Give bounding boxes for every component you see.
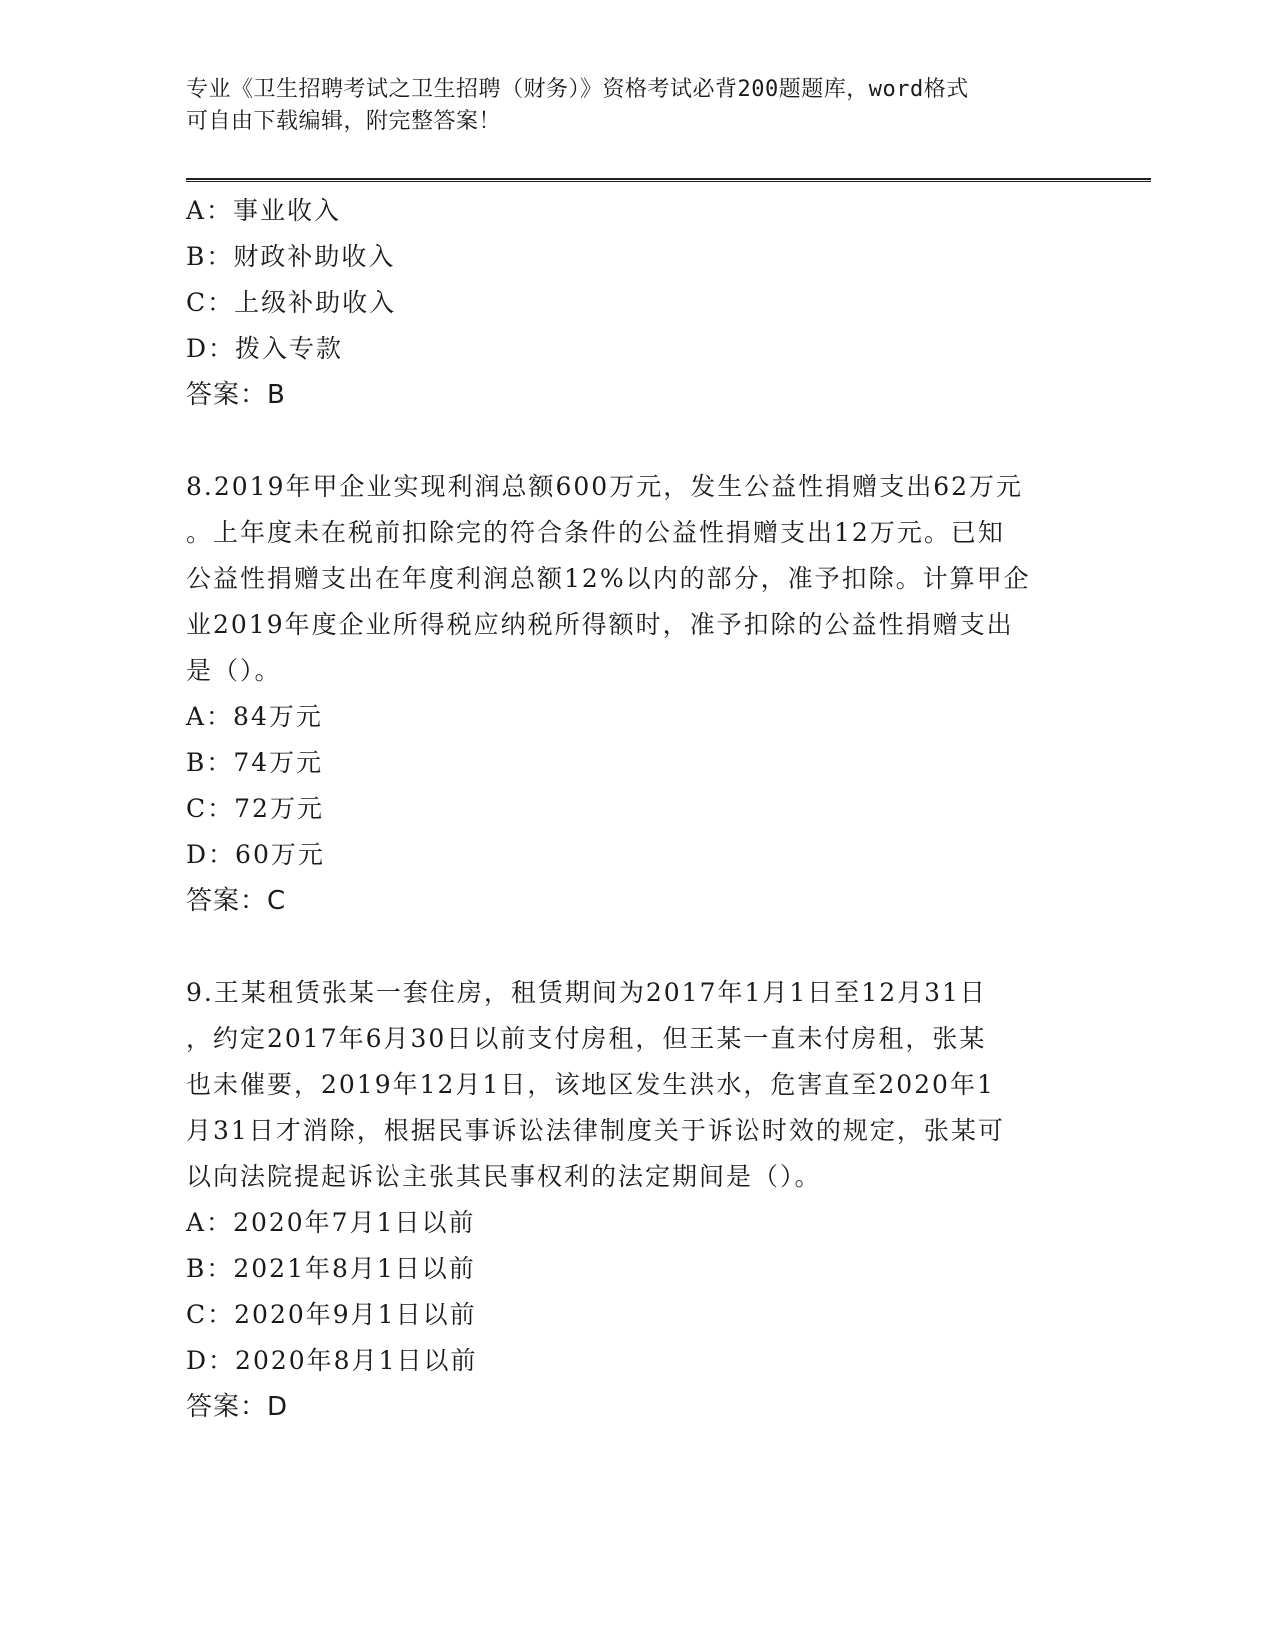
document-header	[186, 74, 1066, 138]
option-c: C：上级补助收入	[186, 288, 397, 317]
answer-line: 答案：D	[186, 1392, 289, 1422]
option-b: B：财政补助收入	[186, 242, 396, 271]
question-text-line: 业2019年度企业所得税应纳税所得额时，准予扣除的公益性捐赠支出	[186, 610, 1014, 639]
question-text-line: 8.2019年甲企业实现利润总额600万元，发生公益性捐赠支出62万元	[186, 472, 1024, 501]
header-divider	[186, 178, 1151, 182]
option-b: B：74万元	[186, 748, 324, 777]
question-9	[186, 970, 1086, 1430]
question-text-line: 月31日才消除，根据民事诉讼法律制度关于诉讼时效的规定，张某可	[186, 1116, 1005, 1145]
question-text-line: 以向法院提起诉讼主张其民事权利的法定期间是（）。	[186, 1162, 822, 1191]
option-d: D：拨入专款	[186, 334, 344, 363]
question-text-line: ，约定2017年6月30日以前支付房租，但王某一直未付房租，张某	[186, 1024, 987, 1053]
answer-line: 答案：B	[186, 380, 286, 410]
option-d: D：60万元	[186, 840, 325, 869]
option-a: A：2020年7月1日以前	[186, 1208, 476, 1237]
question-text-line: 也未催要，2019年12月1日，该地区发生洪水，危害直至2020年1	[186, 1070, 995, 1099]
question-text-line: 9.王某租赁张某一套住房，租赁期间为2017年1月1日至12月31日	[186, 978, 987, 1007]
option-c: C：2020年9月1日以前	[186, 1300, 477, 1329]
header-line-2: 可自由下载编辑，附完整答案！	[186, 109, 502, 134]
question-8	[186, 464, 1086, 924]
option-a: A：84万元	[186, 702, 323, 731]
question-text-line: 是（）。	[186, 656, 282, 685]
answer-line: 答案：C	[186, 886, 287, 916]
question-text-line: 。上年度未在税前扣除完的符合条件的公益性捐赠支出12万元。已知	[186, 518, 1005, 547]
option-c: C：72万元	[186, 794, 324, 823]
option-b: B：2021年8月1日以前	[186, 1254, 476, 1283]
question-text-line: 公益性捐赠支出在年度利润总额12%以内的部分，准予扣除。计算甲企	[186, 564, 1031, 593]
document-body	[186, 188, 1086, 1430]
header-line-1: 专业《卫生招聘考试之卫生招聘（财务）》资格考试必背200题题库，word格式	[186, 77, 969, 102]
question-7	[186, 188, 1086, 418]
option-d: D：2020年8月1日以前	[186, 1346, 478, 1375]
option-a: A：事业收入	[186, 196, 342, 225]
